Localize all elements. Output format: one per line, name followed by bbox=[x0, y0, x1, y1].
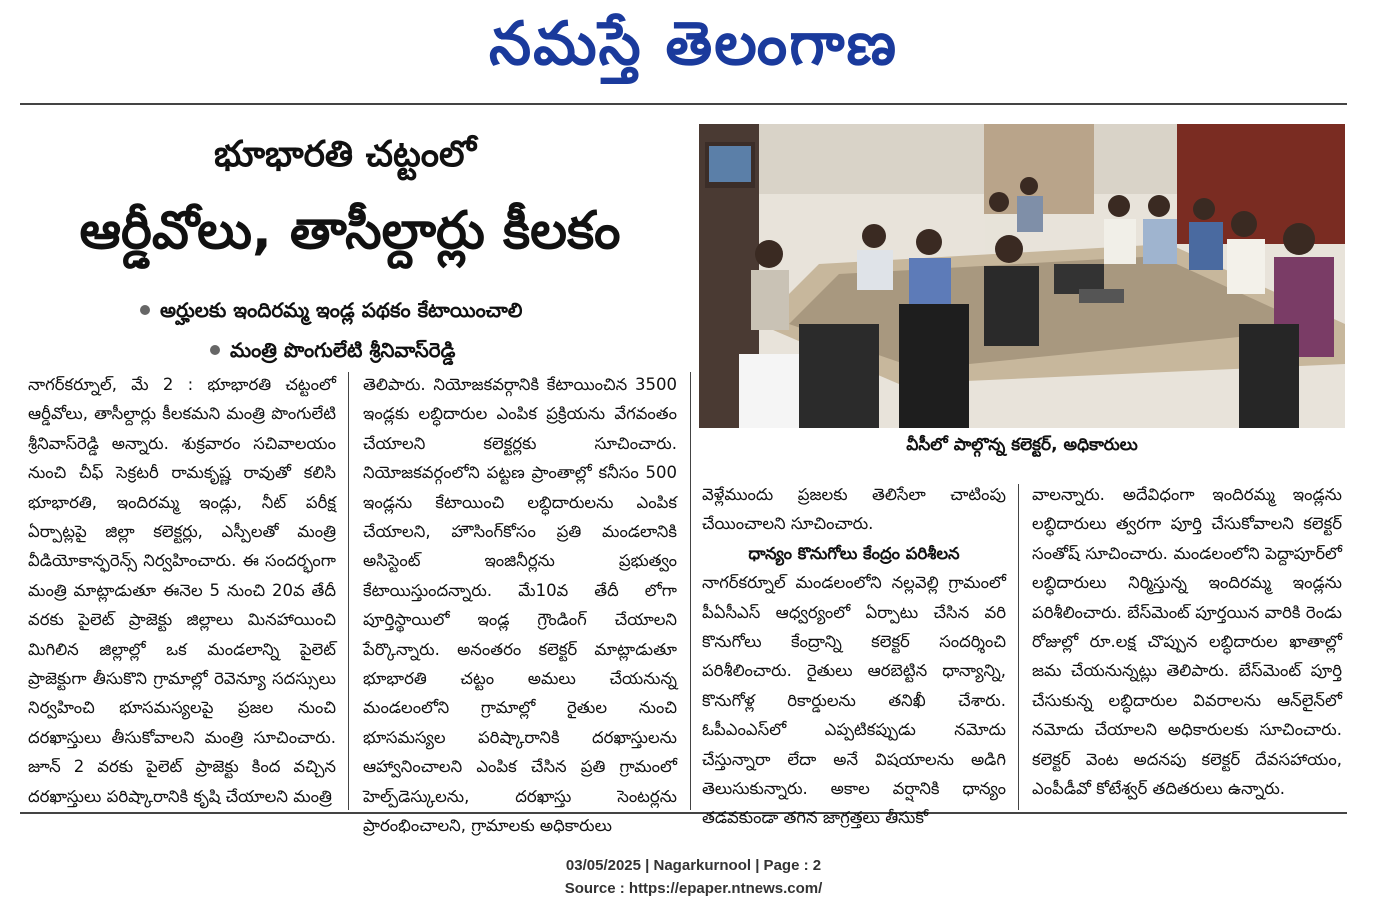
masthead-title: నమస్తే తెలంగాణ bbox=[488, 9, 899, 79]
bullet-icon bbox=[210, 345, 220, 355]
photo-caption: వీసీలో పాల్గొన్న కలెక్టర్, అధికారులు bbox=[906, 435, 1138, 455]
headline-kicker: భూభారతి చట్టంలో bbox=[213, 134, 477, 175]
meeting-photo-illustration bbox=[699, 124, 1345, 428]
bullet-point bbox=[210, 336, 455, 364]
bullet-text: మంత్రి పొంగులేటి శ్రీనివాస్‌రెడ్డి bbox=[230, 338, 456, 362]
column-text: నాగర్‌కర్నూల్, మే 2 : భూభారతి చట్టంలో ఆర్డీవోలు, తాసీల్దార్లు కీలకమని మంత్రి పొంగులేటి శ్రీనివాస్‌రెడ్డి అన్నారు. శుక్రవారం సచివాలయం నుంచి చీఫ్ సెక్రటరీ రామకృష్ణ రావుతో కలిసి భూభారతి, ఇందిరమ్మ ఇండ్లు, నీట్ పరీక్ష ఏర్పాట్లపై జిల్లా కలెక్టర్లు, ఎస్పీలతో మంత్రి వీడియోకాన్ఫరెన్స్ నిర్వహించారు. ఈ సందర్భంగా మంత్రి మాట్లాడుతూ ఈనెల 5 నుంచి 20వ తేదీ వరకు పైలెట్ ప్రాజెక్టు జిల్లాలు మినహాయించి మిగిలిన జిల్లాల్లో ఒక మండలాన్ని పైలెట్ ప్రాజెక్టుగా తీసుకొని గ్రామాల్లో రెవెన్యూ సదస్సులు నిర్వహించి భూసమస్యలపై ప్రజల నుంచి దరఖాస్తులు తీసుకోవాలని మంత్రి సూచించారు. జూన్ 2 వరకు పైలెట్ ప్రాజెక్టు కింద వచ్చిన దరఖాస్తులు పరిష్కారానికి కృషి చేయాలని మంత్రి bbox=[28, 375, 336, 806]
section-subheading: ధాన్యం కొనుగోలు కేంద్రం పరిశీలన bbox=[748, 543, 960, 563]
article-column-4 bbox=[1032, 480, 1342, 812]
column-divider-2 bbox=[690, 372, 691, 810]
bullet-text: అర్హులకు ఇందిరమ్మ ఇండ్ల పథకం కేటాయించాలి bbox=[160, 298, 523, 322]
column-text: వెళ్లేముందు ప్రజలకు తెలిసేలా చాటింపు చేయించాలని సూచించారు. bbox=[702, 485, 1006, 534]
masthead-rule bbox=[20, 103, 1347, 105]
column-divider-1 bbox=[348, 372, 349, 810]
article-column-2 bbox=[363, 370, 677, 836]
article-column-3 bbox=[702, 480, 1006, 828]
footer-source-line[interactable]: Source : https://epaper.ntnews.com/ bbox=[564, 880, 823, 897]
column-text: నాగర్‌కర్నూల్ మండలంలోని నల్లవెల్లి గ్రామంలో పీఏసీఎస్ ఆధ్వర్యంలో ఏర్పాటు చేసిన వరి కొనుగోలు కేంద్రాన్ని కలెక్టర్ సందర్శించి పరిశీలించారు. రైతులు ఆరబెట్టిన ధాన్యాన్ని, కొనుగోళ్ల రికార్డులను తనిఖీ చేశారు. ఓపీఎంఎస్‌లో ఎప్పటికప్పుడు నమోదు చేస్తున్నారా లేదా అనే విషయాలను అడిగి తెలుసుకున్నారు. అకాల వర్షానికి ధాన్యం తడవకుండా తగిన జాగ్రత్తలు తీసుకో bbox=[702, 573, 1006, 828]
column-text: వాలన్నారు. అదేవిధంగా ఇందిరమ్మ ఇండ్లను లబ్ధిదారులు త్వరగా పూర్తి చేసుకోవాలని కలెక్టర్ సంతోష్ సూచించారు. మండలంలోని పెద్దాపూర్‌లో లబ్ధిదారులు నిర్మిస్తున్న ఇందిరమ్మ ఇండ్లను పరిశీలించారు. బేస్‌మెంట్ పూర్తయిన వారికి రెండు రోజుల్లో రూ.లక్ష చొప్పున లబ్ధిదారుల ఖాతాల్లో జమ చేయనున్నట్లు తెలిపారు. బేస్‌మెంట్ పూర్తి చేసుకున్న లబ్ధిదారుల వివరాలను ఆన్‌లైన్‌లో నమోదు చేయాలని అధికారులకు సూచించారు. కలెక్టర్ వెంట అదనపు కలెక్టర్ దేవసహాయం, ఎంపీడీవో కోటేశ్వర్ తదితరులు ఉన్నారు. bbox=[1032, 485, 1342, 799]
headline-main: ఆర్డీవోలు, తాసీల్దార్లు కీలకం bbox=[79, 201, 621, 261]
article-column-1 bbox=[28, 370, 336, 812]
column-text: తెలిపారు. నియోజకవర్గానికి కేటాయించిన 3500 ఇండ్లకు లబ్ధిదారుల ఎంపిక ప్రక్రియను వేగవంతం చేయాలని కలెక్టర్లకు సూచించారు. నియోజకవర్గంలోని పట్టణ ప్రాంతాల్లో కనీసం 500 ఇండ్లను కేటాయించి లబ్ధిదారులను ఎంపిక చేయాలని, హౌసింగ్‌కోసం ప్రతి మండలానికి అసిస్టెంట్ ఇంజినీర్లను ప్రభుత్వం కేటాయిస్తుందన్నారు. మే10వ తేదీ లోగా పూర్తిస్థాయిలో ఇండ్ల గ్రౌండింగ్ చేయాలని పేర్కొన్నారు. అనంతరం కలెక్టర్ మాట్లాడుతూ భూభారతి చట్టం అమలు చేయనున్న మండలంలోని గ్రామాల్లో రైతుల నుంచి భూసమస్యల పరిష్కారానికి దరఖాస్తులను ఆహ్వానించాలని ఎంపిక చేసిన ప్రతి గ్రామంలో హెల్ప్‌డెస్కులను, దరఖాస్తు సెంటర్లను ప్రారంభించాలని, గ్రామాలకు అధికారులు bbox=[363, 375, 677, 836]
article-photo bbox=[699, 124, 1345, 428]
column-divider-3 bbox=[1018, 484, 1019, 810]
bottom-rule bbox=[20, 812, 1347, 814]
bullet-point bbox=[140, 296, 522, 324]
bullet-icon bbox=[140, 305, 150, 315]
footer-date-line: 03/05/2025 | Nagarkurnool | Page : 2 bbox=[565, 857, 822, 874]
